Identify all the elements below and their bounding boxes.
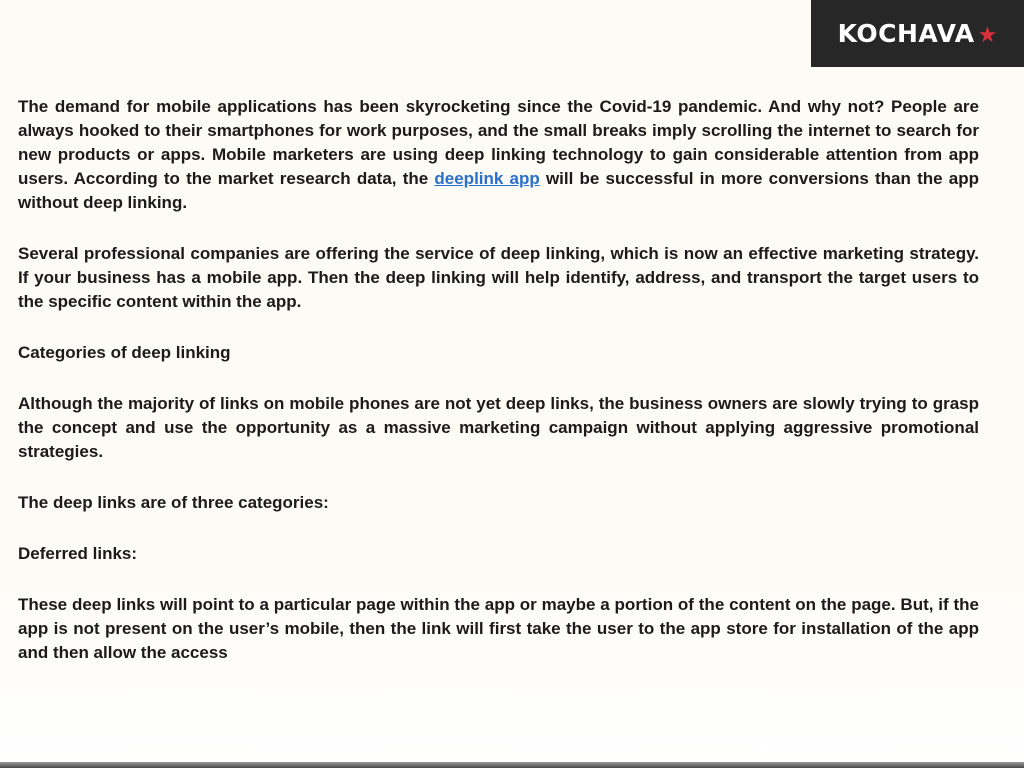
- paragraph-majority: Although the majority of links on mobile phones are not yet deep links, the business owners are slowly trying to grasp the concept and use the opportunity as a massive marketing campaign without applying aggressive promotional strategies.: [18, 394, 979, 461]
- deeplink-app-link[interactable]: deeplink app: [434, 169, 540, 188]
- logo-wordmark: KOCHAVA: [837, 19, 975, 48]
- heading-categories: Categories of deep linking: [18, 343, 231, 362]
- paragraph-intro: [18, 95, 979, 215]
- paragraph-services: Several professional companies are offering the service of deep linking, which is now an effective marketing strategy. If your business has a mobile app. Then the deep linking will help identify, address, and transport the target users to the specific content within the app.: [18, 244, 979, 311]
- kochava-logo: [811, 0, 1024, 67]
- paragraph-intro-tail: will be successful in more conversions than the app without deep linking.: [18, 169, 979, 212]
- paragraph-deferred: These deep links will point to a particular page within the app or maybe a portion of the content on the page. But, if the app is not present on the user’s mobile, then the link will first take the user to the app store for installation of the app and then allow the access: [18, 595, 979, 662]
- star-icon: ★: [977, 21, 998, 47]
- article-body: [18, 95, 979, 665]
- paragraph-three-categories: The deep links are of three categories:: [18, 493, 329, 512]
- paragraph-intro-text: The demand for mobile applications has been skyrocketing since the Covid-19 pandemic. And why not? People are always hooked to their smartphones for work purposes, and the small breaks imply scrolling the internet to search for new products or apps. Mobile marketers are using deep linking technology to gain considerable attention from app users. According to the market research data, the: [18, 97, 979, 188]
- bottom-divider: [0, 762, 1024, 768]
- heading-deferred-links: Deferred links:: [18, 544, 138, 563]
